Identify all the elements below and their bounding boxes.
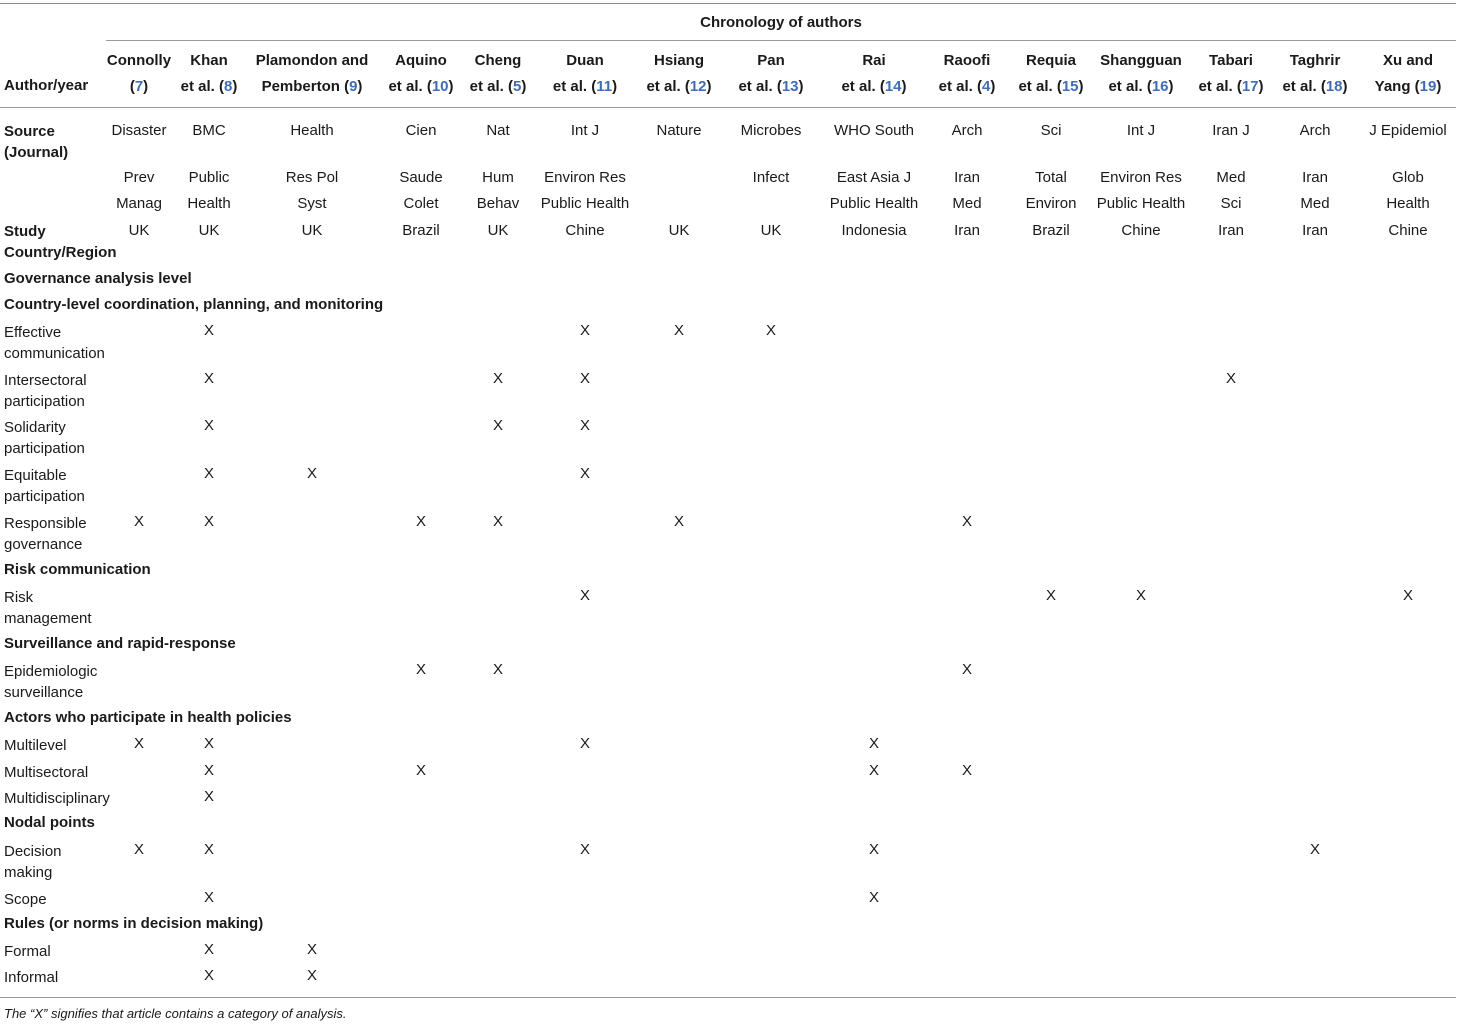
citation-suffix: ) (521, 78, 527, 95)
table-top-rule (0, 3, 1456, 4)
source-cell: Environ Res (544, 169, 626, 186)
source-cell: Manag (116, 195, 162, 212)
analysis-mark: X (415, 762, 427, 779)
table-bottom-rule (0, 997, 1456, 998)
author-header (100, 48, 178, 100)
row-label: Solidarity participation (4, 419, 85, 457)
author-name: Requia (1025, 52, 1076, 69)
author-name: Pan (757, 52, 785, 69)
analysis-mark: X (203, 370, 215, 387)
reference-link[interactable]: 12 (689, 78, 707, 95)
author-citation (533, 74, 637, 100)
row-label: Epidemiologic surveillance (4, 663, 98, 701)
citation-suffix: ) (1258, 78, 1264, 95)
source-cell: Microbes (740, 122, 802, 139)
reference-link[interactable]: 15 (1061, 78, 1079, 95)
row-label: Intersectoral participation (4, 372, 87, 410)
source-cell: Environ Res (1100, 169, 1182, 186)
study-country-cell: Chine (565, 222, 605, 239)
study-country-cell: Iran (1302, 222, 1328, 239)
source-cell: Arch (951, 122, 983, 139)
study-country-cell: Brazil (402, 222, 440, 239)
source-cell: Iran J (1212, 122, 1250, 139)
analysis-mark: X (203, 941, 215, 958)
analysis-mark: X (133, 735, 145, 752)
analysis-mark: X (133, 513, 145, 530)
row-label: Formal (4, 943, 51, 960)
source-cell: Arch (1299, 122, 1331, 139)
analysis-mark: X (492, 513, 504, 530)
author-header (730, 48, 812, 100)
section-heading: Surveillance and rapid-response (4, 635, 236, 652)
analysis-mark: X (1225, 370, 1237, 387)
analysis-mark: X (961, 661, 973, 678)
citation-suffix: ) (901, 78, 907, 95)
analysis-mark: X (415, 513, 427, 530)
reference-link[interactable]: 7 (134, 78, 144, 95)
source-cell: Public Health (1096, 195, 1186, 212)
reference-link[interactable]: 9 (349, 78, 358, 95)
analysis-mark: X (579, 735, 591, 752)
analysis-mark: X (203, 889, 215, 906)
header-bottom-rule (0, 107, 1456, 108)
analysis-mark: X (579, 841, 591, 858)
citation-suffix: ) (798, 78, 804, 95)
source-label-line2: (Journal) (4, 144, 69, 161)
section-heading: Rules (or norms in decision making) (4, 915, 264, 932)
author-citation (1274, 74, 1356, 100)
analysis-mark: X (579, 417, 591, 434)
citation-suffix: ) (448, 78, 454, 95)
table-footnote: The “X” signifies that article contains a category of analysis. (4, 1006, 347, 1021)
citation-prefix: et al. ( (938, 78, 982, 95)
citation-suffix: ) (612, 78, 618, 95)
citation-prefix: Yang ( (1374, 78, 1420, 95)
author-name: Shangguan (1100, 52, 1182, 69)
analysis-mark: X (868, 889, 880, 906)
author-citation (931, 74, 1003, 100)
analysis-mark: X (868, 735, 880, 752)
source-cell: Health (187, 195, 231, 212)
reference-link[interactable]: 4 (982, 78, 991, 95)
citation-suffix: ) (357, 78, 363, 95)
source-cell: Environ (1025, 195, 1077, 212)
source-cell: Nat (486, 122, 510, 139)
row-label: Multidisciplinary (4, 790, 110, 807)
row-label: Equitable participation (4, 467, 85, 505)
author-header (1086, 48, 1196, 100)
source-cell: Med (1216, 169, 1246, 186)
analysis-mark: X (868, 841, 880, 858)
analysis-mark: X (203, 322, 215, 339)
study-label (4, 221, 124, 263)
author-name: Connolly (106, 52, 172, 69)
study-country-cell: Indonesia (841, 222, 907, 239)
analysis-mark: X (579, 322, 591, 339)
author-name: Raoofi (943, 52, 991, 69)
author-citation (458, 74, 538, 100)
source-cell: Int J (1126, 122, 1156, 139)
reference-link[interactable]: 10 (431, 78, 449, 95)
author-header (1191, 48, 1271, 100)
author-citation (637, 74, 721, 100)
study-country-cell: UK (198, 222, 220, 239)
source-cell: WHO South (833, 122, 915, 139)
author-citation (378, 74, 464, 100)
study-country-cell: Brazil (1032, 222, 1070, 239)
study-country-cell: UK (487, 222, 509, 239)
source-cell: Health (290, 122, 334, 139)
section-heading: Risk communication (4, 561, 151, 578)
citation-prefix: et al. ( (180, 78, 224, 95)
analysis-mark: X (203, 465, 215, 482)
citation-prefix: Pemberton ( (261, 78, 350, 95)
author-header (822, 48, 926, 100)
analysis-mark: X (673, 513, 685, 530)
study-country-cell: UK (760, 222, 782, 239)
citation-suffix: ) (1342, 78, 1348, 95)
row-label: Informal (4, 969, 59, 986)
author-header (1352, 48, 1460, 100)
source-cell: BMC (192, 122, 226, 139)
author-name: Xu and (1382, 52, 1433, 69)
source-cell: Sci (1220, 195, 1242, 212)
section-heading: Country-level coordination, planning, and monitoring (4, 296, 384, 313)
source-cell: Public (188, 169, 230, 186)
reference-link[interactable]: 8 (224, 78, 233, 95)
analysis-mark: X (492, 417, 504, 434)
author-name: Cheng (474, 52, 522, 69)
analysis-mark: X (203, 762, 215, 779)
citation-prefix: et al. ( (1198, 78, 1242, 95)
citation-prefix: et al. ( (738, 78, 782, 95)
author-name: Rai (862, 52, 886, 69)
author-header (533, 48, 637, 100)
citation-prefix: et al. ( (1018, 78, 1062, 95)
author-name: Tabari (1209, 52, 1253, 69)
governance-label: Governance analysis level (4, 270, 192, 287)
author-name: Plamondon and (255, 52, 369, 69)
author-name: Taghrir (1289, 52, 1341, 69)
author-year-label: Author/year (4, 77, 89, 94)
source-cell: Colet (403, 195, 439, 212)
source-cell: Glob (1392, 169, 1424, 186)
row-label: Multilevel (4, 737, 67, 754)
analysis-mark: X (673, 322, 685, 339)
author-citation (236, 74, 388, 100)
chronology-header: Chronology of authors (700, 14, 862, 31)
analysis-mark: X (961, 513, 973, 530)
citation-suffix: ) (1436, 78, 1442, 95)
analysis-mark: X (306, 941, 318, 958)
author-header (458, 48, 538, 100)
source-cell: Int J (570, 122, 600, 139)
analysis-mark: X (492, 661, 504, 678)
source-cell: Hum (482, 169, 514, 186)
source-cell: Total (1035, 169, 1067, 186)
source-cell: Public Health (540, 195, 630, 212)
source-cell: Saude (399, 169, 443, 186)
row-label: Responsible governance (4, 515, 87, 553)
source-cell: Iran (954, 169, 980, 186)
row-label: Risk management (4, 589, 92, 627)
source-cell: Iran (1302, 169, 1328, 186)
author-citation (1352, 74, 1460, 100)
citation-prefix: et al. ( (1108, 78, 1152, 95)
analysis-mark: X (1309, 841, 1321, 858)
author-header (1274, 48, 1356, 100)
analysis-mark: X (203, 841, 215, 858)
author-citation (1008, 74, 1094, 100)
analysis-mark: X (579, 587, 591, 604)
source-cell: Med (952, 195, 982, 212)
author-header (931, 48, 1003, 100)
citation-suffix: ) (990, 78, 996, 95)
citation-prefix: et al. ( (552, 78, 597, 95)
study-country-cell: Iran (954, 222, 980, 239)
author-citation (730, 74, 812, 100)
study-country-cell: Chine (1121, 222, 1161, 239)
author-citation (1191, 74, 1271, 100)
source-cell: Disaster (111, 122, 167, 139)
author-citation (1086, 74, 1196, 100)
reference-link[interactable]: 19 (1419, 78, 1437, 95)
reference-link[interactable]: 11 (596, 78, 613, 95)
citation-suffix: ) (232, 78, 238, 95)
citation-suffix: ) (1168, 78, 1174, 95)
author-header (236, 48, 388, 100)
author-citation (173, 74, 245, 100)
study-label-line1: Study (4, 223, 46, 240)
source-label-line1: Source (4, 123, 55, 140)
source-cell: Res Pol (285, 169, 339, 186)
author-header (173, 48, 245, 100)
source-cell: Public Health (829, 195, 919, 212)
citation-suffix: ) (1078, 78, 1084, 95)
analysis-mark: X (203, 735, 215, 752)
analysis-mark: X (1402, 587, 1414, 604)
study-country-cell: UK (668, 222, 690, 239)
source-cell: Health (1386, 195, 1430, 212)
source-cell: Sci (1040, 122, 1062, 139)
analysis-mark: X (765, 322, 777, 339)
analysis-mark: X (868, 762, 880, 779)
author-header (637, 48, 721, 100)
author-header (1008, 48, 1094, 100)
analysis-mark: X (579, 370, 591, 387)
reference-link[interactable]: 5 (513, 78, 522, 95)
row-label: Effective communication (4, 324, 105, 362)
reference-link[interactable]: 18 (1325, 78, 1343, 95)
reference-link[interactable]: 13 (781, 78, 799, 95)
source-cell: Behav (476, 195, 520, 212)
analysis-mark: X (579, 465, 591, 482)
author-name: Hsiang (653, 52, 704, 69)
citation-prefix: ( (129, 78, 135, 95)
citation-suffix: ) (143, 78, 149, 95)
author-name: Aquino (395, 52, 447, 69)
row-label: Scope (4, 891, 47, 908)
study-country-cell: Chine (1388, 222, 1428, 239)
study-label-line2: Country/Region (4, 244, 117, 261)
source-cell: East Asia J (836, 169, 912, 186)
study-country-cell: UK (301, 222, 323, 239)
analysis-mark: X (961, 762, 973, 779)
section-heading: Actors who participate in health policies (4, 709, 292, 726)
analysis-mark: X (203, 417, 215, 434)
analysis-mark: X (203, 967, 215, 984)
source-cell: Cien (405, 122, 437, 139)
row-label: Multisectoral (4, 764, 89, 781)
analysis-mark: X (203, 513, 215, 530)
author-citation (822, 74, 926, 100)
analysis-mark: X (306, 967, 318, 984)
analysis-mark: X (203, 788, 215, 805)
source-cell: Prev (123, 169, 155, 186)
citation-suffix: ) (706, 78, 712, 95)
citation-prefix: et al. ( (388, 78, 432, 95)
citation-prefix: et al. ( (646, 78, 690, 95)
analysis-mark: X (492, 370, 504, 387)
author-name: Duan (566, 52, 604, 69)
chronology-header-rule (106, 40, 1456, 41)
source-cell: Nature (656, 122, 702, 139)
author-name: Khan (190, 52, 228, 69)
reference-link[interactable]: 17 (1241, 78, 1259, 95)
citation-prefix: et al. ( (1282, 78, 1326, 95)
citation-prefix: et al. ( (841, 78, 885, 95)
analysis-mark: X (1135, 587, 1147, 604)
section-heading: Nodal points (4, 814, 95, 831)
author-header (378, 48, 464, 100)
author-citation (100, 74, 178, 100)
reference-link[interactable]: 14 (884, 78, 902, 95)
source-cell: Syst (297, 195, 327, 212)
analysis-mark: X (1045, 587, 1057, 604)
source-cell: J Epidemiol (1369, 122, 1447, 139)
analysis-mark: X (306, 465, 318, 482)
reference-link[interactable]: 16 (1151, 78, 1169, 95)
source-cell: Infect (752, 169, 790, 186)
row-label: Decision making (4, 843, 62, 881)
analysis-mark: X (133, 841, 145, 858)
study-country-cell: Iran (1218, 222, 1244, 239)
source-label (4, 121, 124, 163)
source-cell: Med (1300, 195, 1330, 212)
study-country-cell: UK (128, 222, 150, 239)
analysis-mark: X (415, 661, 427, 678)
citation-prefix: et al. ( (469, 78, 513, 95)
